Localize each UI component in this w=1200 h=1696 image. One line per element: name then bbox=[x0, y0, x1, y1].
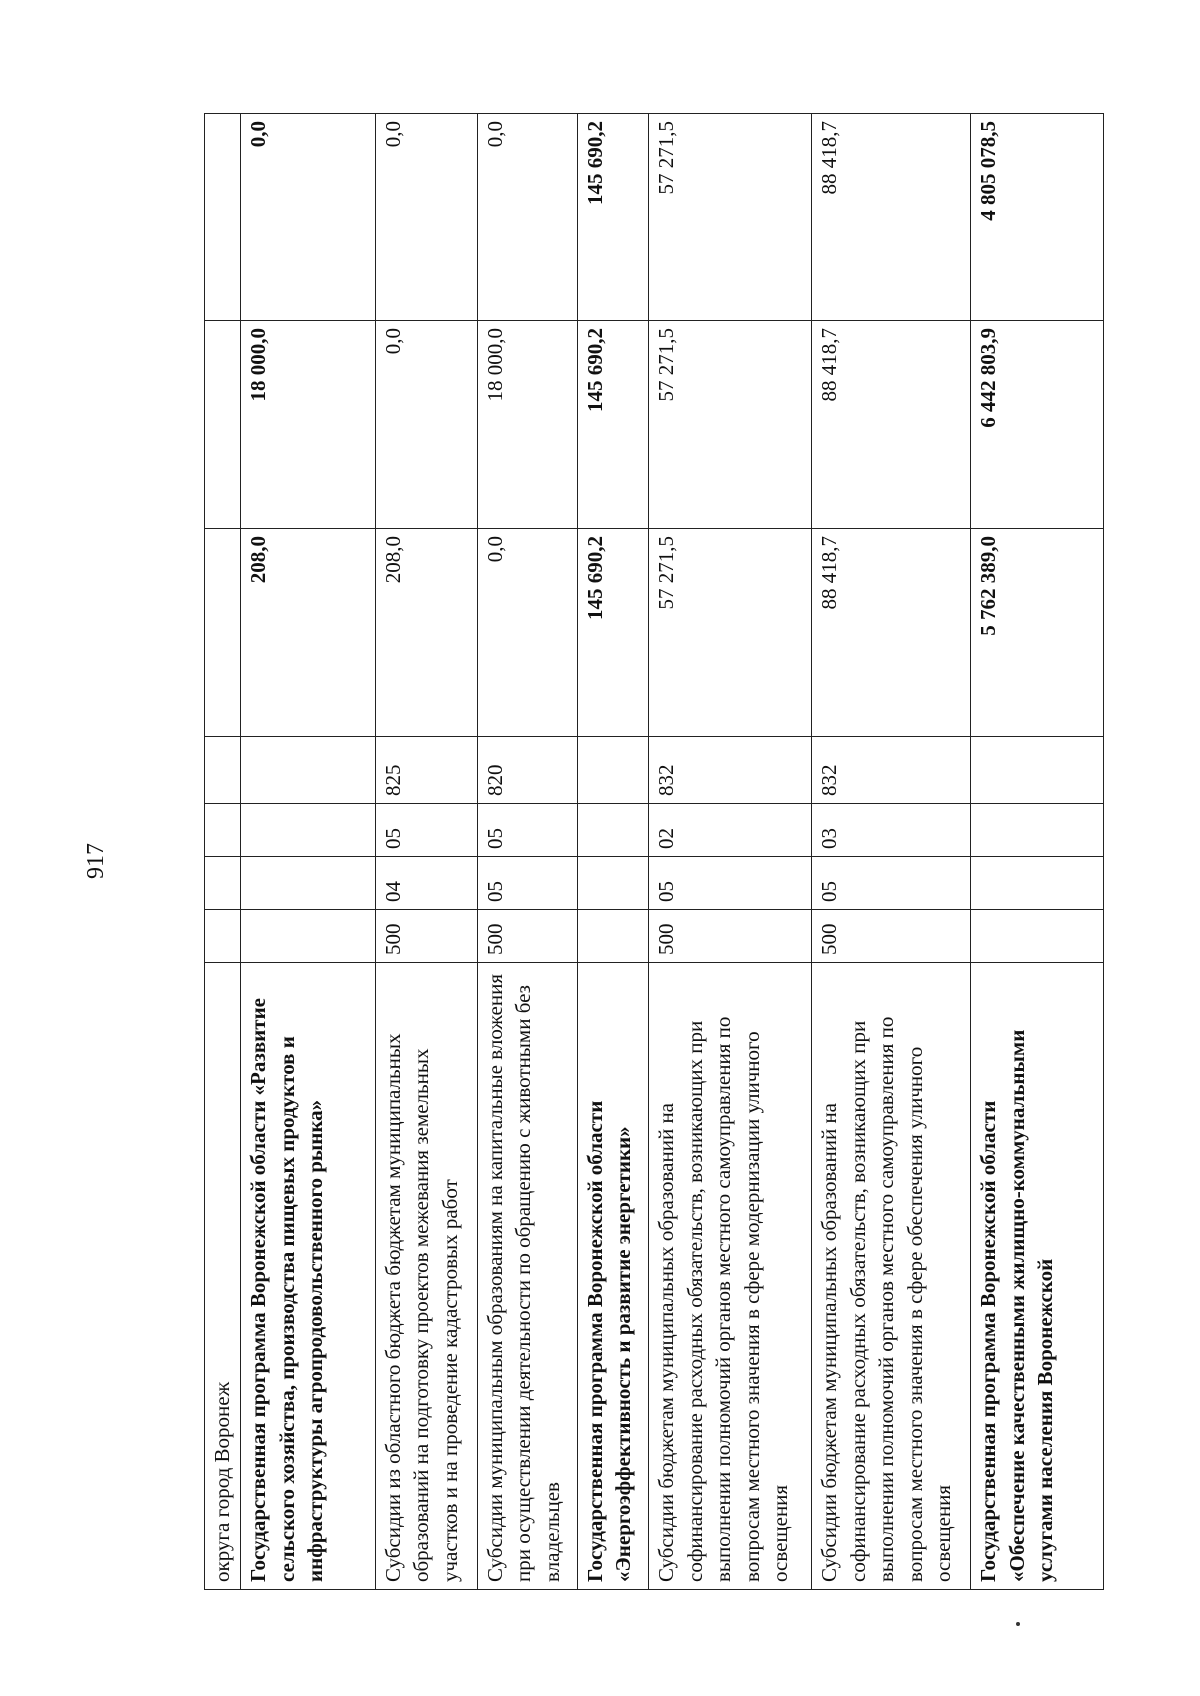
code-grbs-cell bbox=[205, 910, 241, 963]
code-section-cell: 05 bbox=[812, 857, 971, 910]
code-section-cell bbox=[577, 857, 648, 910]
table-row bbox=[577, 114, 648, 1590]
amount-year-2-cell: 88 418,7 bbox=[812, 321, 971, 529]
table-row bbox=[649, 114, 812, 1590]
code-subsection-cell bbox=[241, 804, 376, 857]
table-body bbox=[205, 114, 1104, 1590]
code-expense-type-cell bbox=[205, 737, 241, 804]
scan-speck bbox=[1016, 1622, 1020, 1626]
code-section-cell: 04 bbox=[375, 857, 477, 910]
amount-year-2-cell: 0,0 bbox=[375, 321, 477, 529]
amount-year-2-cell: 6 442 803,9 bbox=[971, 321, 1104, 529]
code-subsection-cell bbox=[971, 804, 1104, 857]
amount-year-3-cell: 145 690,2 bbox=[577, 114, 648, 321]
rotated-table-container bbox=[204, 114, 1104, 1590]
code-expense-type-cell: 832 bbox=[649, 737, 812, 804]
code-expense-type-cell bbox=[971, 737, 1104, 804]
code-section-cell bbox=[205, 857, 241, 910]
amount-year-3-cell: 88 418,7 bbox=[812, 114, 971, 321]
table-row bbox=[205, 114, 241, 1590]
amount-year-1-cell: 88 418,7 bbox=[812, 529, 971, 737]
amount-year-3-cell bbox=[205, 114, 241, 321]
code-grbs-cell: 500 bbox=[477, 910, 577, 963]
code-section-cell bbox=[241, 857, 376, 910]
code-expense-type-cell: 825 bbox=[375, 737, 477, 804]
budget-table bbox=[204, 113, 1104, 1590]
amount-year-2-cell: 18 000,0 bbox=[241, 321, 376, 529]
name-cell: Субсидии из областного бюджета бюджетам муниципальных образований на подготовку проектов межевания земельных участков и на проведение кадастровых работ bbox=[375, 963, 477, 1590]
amount-year-1-cell: 208,0 bbox=[241, 529, 376, 737]
name-cell: Государственная программа Воронежской области «Энергоэффективность и развитие энергетики» bbox=[577, 963, 648, 1590]
amount-year-1-cell: 5 762 389,0 bbox=[971, 529, 1104, 737]
table-row bbox=[971, 114, 1104, 1590]
code-subsection-cell bbox=[205, 804, 241, 857]
code-grbs-cell bbox=[971, 910, 1104, 963]
amount-year-3-cell: 0,0 bbox=[241, 114, 376, 321]
code-subsection-cell bbox=[577, 804, 648, 857]
code-subsection-cell: 02 bbox=[649, 804, 812, 857]
name-cell: Субсидии бюджетам муниципальных образований на софинансирование расходных обязательств, возникающих при выполнении полномочий органов местного самоуправления по вопросам местного значения в сфере модернизации уличного освещения bbox=[649, 963, 812, 1590]
page-number: 917 bbox=[83, 843, 109, 879]
code-expense-type-cell: 820 bbox=[477, 737, 577, 804]
code-section-cell: 05 bbox=[649, 857, 812, 910]
code-grbs-cell: 500 bbox=[375, 910, 477, 963]
code-subsection-cell: 05 bbox=[375, 804, 477, 857]
code-section-cell bbox=[971, 857, 1104, 910]
code-expense-type-cell bbox=[241, 737, 376, 804]
code-subsection-cell: 03 bbox=[812, 804, 971, 857]
amount-year-2-cell: 18 000,0 bbox=[477, 321, 577, 529]
code-grbs-cell bbox=[241, 910, 376, 963]
table-row bbox=[477, 114, 577, 1590]
amount-year-1-cell: 208,0 bbox=[375, 529, 477, 737]
code-expense-type-cell bbox=[577, 737, 648, 804]
name-cell: Государственная программа Воронежской области «Обеспечение качественными жилищно-коммунальными услугами населения Воронежской bbox=[971, 963, 1104, 1590]
amount-year-1-cell: 145 690,2 bbox=[577, 529, 648, 737]
code-expense-type-cell: 832 bbox=[812, 737, 971, 804]
name-cell: Субсидии бюджетам муниципальных образований на софинансирование расходных обязательств, возникающих при выполнении полномочий органов местного самоуправления по вопросам местного значения в сфере обеспечения уличного освещения bbox=[812, 963, 971, 1590]
code-grbs-cell bbox=[577, 910, 648, 963]
amount-year-3-cell: 0,0 bbox=[477, 114, 577, 321]
amount-year-3-cell: 4 805 078,5 bbox=[971, 114, 1104, 321]
budget-table-sheet bbox=[204, 114, 1104, 1590]
amount-year-1-cell: 0,0 bbox=[477, 529, 577, 737]
code-subsection-cell: 05 bbox=[477, 804, 577, 857]
code-grbs-cell: 500 bbox=[649, 910, 812, 963]
amount-year-2-cell: 57 271,5 bbox=[649, 321, 812, 529]
amount-year-3-cell: 0,0 bbox=[375, 114, 477, 321]
name-cell: Субсидии муниципальным образованиям на капитальные вложения при осуществлении деятельности по обращению с животными без владельцев bbox=[477, 963, 577, 1590]
table-row bbox=[241, 114, 376, 1590]
amount-year-2-cell: 145 690,2 bbox=[577, 321, 648, 529]
code-grbs-cell: 500 bbox=[812, 910, 971, 963]
amount-year-3-cell: 57 271,5 bbox=[649, 114, 812, 321]
amount-year-2-cell bbox=[205, 321, 241, 529]
table-row bbox=[812, 114, 971, 1590]
name-cell: округа город Воронеж bbox=[205, 963, 241, 1590]
amount-year-1-cell: 57 271,5 bbox=[649, 529, 812, 737]
amount-year-1-cell bbox=[205, 529, 241, 737]
code-section-cell: 05 bbox=[477, 857, 577, 910]
table-row bbox=[375, 114, 477, 1590]
name-cell: Государственная программа Воронежской области «Развитие сельского хозяйства, производства пищевых продуктов и инфраструктуры агропродовольственного рынка» bbox=[241, 963, 376, 1590]
